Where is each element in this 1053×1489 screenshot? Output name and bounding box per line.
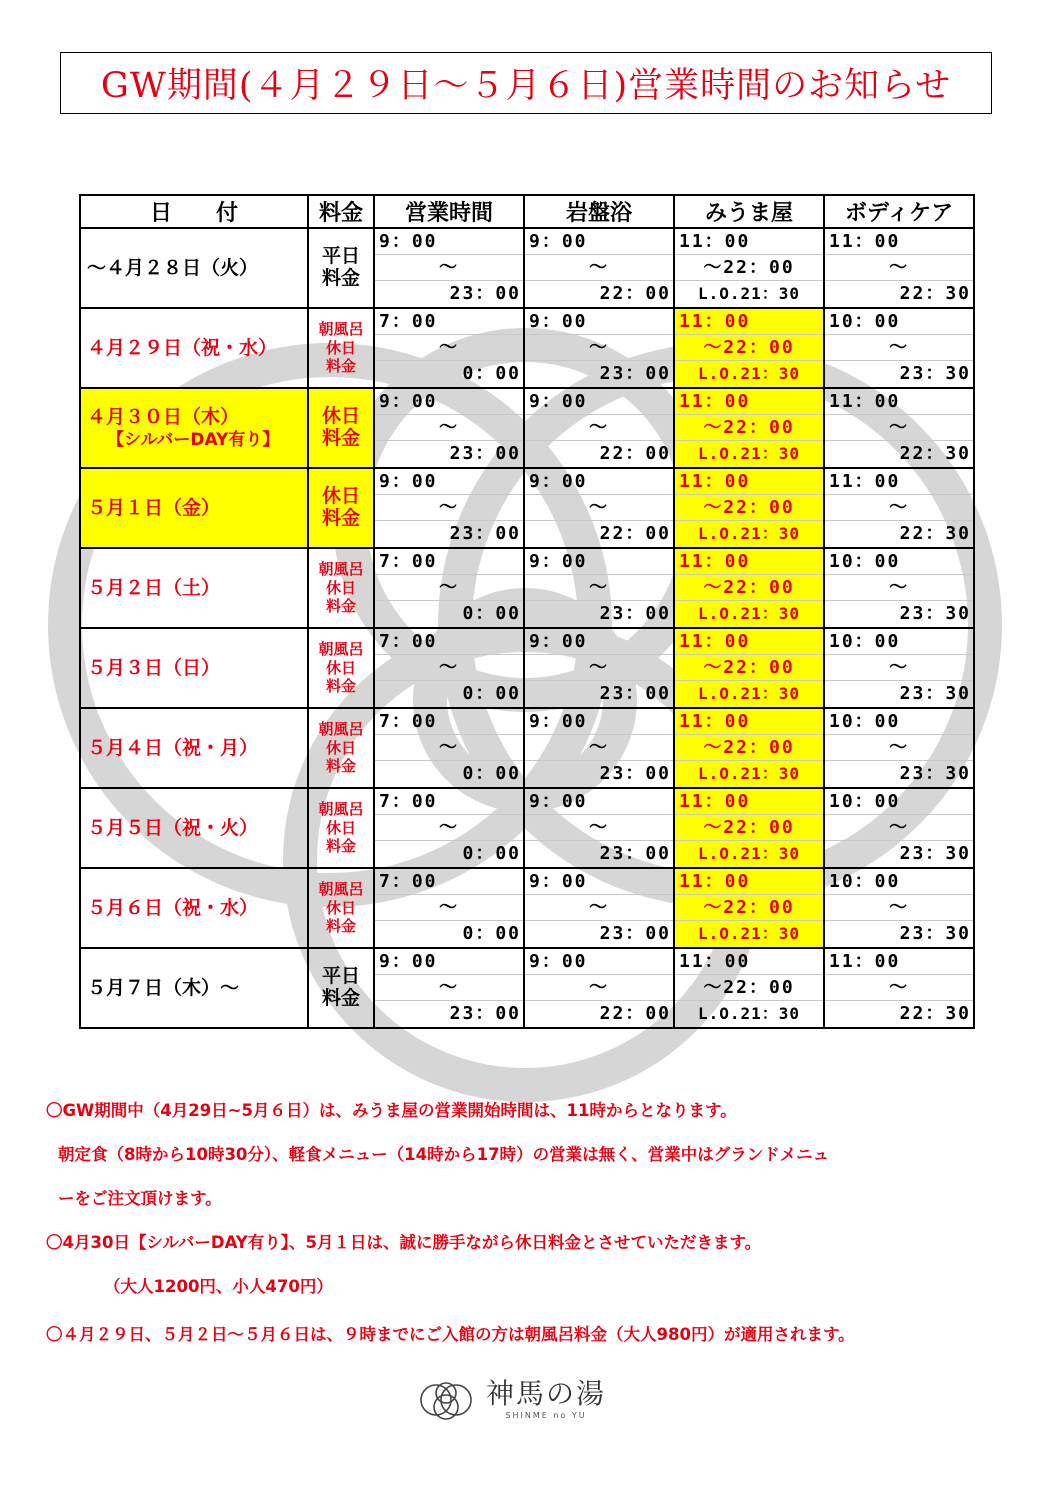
time-line: ～ (525, 575, 673, 601)
table-header-row (80, 195, 974, 228)
row-body (824, 628, 974, 708)
time-line: 23：00 (599, 923, 671, 944)
time-line: 9：00 (375, 469, 523, 495)
time-line: 22：00 (599, 283, 671, 304)
row-body (824, 468, 974, 548)
time-line: L.O.21：30 (697, 684, 801, 703)
time-line: ～ (375, 975, 523, 1001)
row-ganban (524, 708, 674, 788)
date-label: ５月３日（日） (87, 656, 221, 679)
time-line: 10：00 (825, 549, 973, 575)
time-line: 23：00 (599, 683, 671, 704)
fee-label: 料金 (321, 987, 360, 1009)
time-line: ～22：00 (675, 575, 823, 601)
time-line: 23：30 (899, 683, 971, 704)
fee-label: 平日 (321, 245, 360, 268)
time-line: 7：00 (375, 549, 523, 575)
row-ganban (524, 868, 674, 948)
row-miumaya (674, 308, 824, 388)
row-hours (374, 308, 524, 388)
time-line: 9：00 (525, 389, 673, 415)
header-bodycare: ボディケア (824, 195, 974, 228)
time-line: ～ (525, 735, 673, 761)
row-date (80, 308, 308, 388)
time-line: ～ (375, 335, 523, 361)
time-line: ～ (825, 895, 973, 921)
time-line: 9：00 (525, 229, 673, 255)
date-label: ５月２日（土） (87, 576, 221, 599)
time-line: 9：00 (375, 949, 523, 975)
time-line: ～ (375, 575, 523, 601)
time-line: 11：00 (675, 549, 823, 575)
time-line: ～ (525, 895, 673, 921)
fee-label: 料金 (325, 917, 356, 936)
time-line: ～ (525, 415, 673, 441)
time-line: 9：00 (525, 869, 673, 895)
time-line: 11：00 (675, 949, 823, 975)
fee-label: 休日 (325, 578, 356, 597)
fee-label: 休日 (325, 898, 356, 917)
row-fee (308, 868, 374, 948)
row-body (824, 308, 974, 388)
row-ganban (524, 468, 674, 548)
row-date (80, 788, 308, 868)
fee-label: 朝風呂 (318, 799, 364, 818)
fee-label: 休日 (325, 338, 356, 357)
time-line: 7：00 (375, 789, 523, 815)
fee-label: 朝風呂 (318, 879, 364, 898)
row-hours (374, 628, 524, 708)
table-row (80, 628, 974, 708)
time-line: 10：00 (825, 309, 973, 335)
time-line: 10：00 (825, 869, 973, 895)
note-line: ーをご注文頂けます。 (58, 1189, 222, 1208)
header-fee: 料金 (308, 195, 374, 228)
time-line: ～ (375, 655, 523, 681)
row-ganban (524, 788, 674, 868)
logo-emblem-icon (416, 1377, 476, 1423)
fee-label: 朝風呂 (318, 639, 364, 658)
time-line: ～ (525, 335, 673, 361)
logo-subtitle: SHINME no YU (505, 1411, 587, 1420)
note-line: （大人1200円、小人470円） (104, 1277, 333, 1296)
row-body (824, 868, 974, 948)
fee-label: 休日 (321, 485, 360, 508)
fee-label: 平日 (321, 965, 360, 988)
row-hours (374, 708, 524, 788)
row-hours (374, 548, 524, 628)
time-line: 11：00 (675, 709, 823, 735)
table-row (80, 788, 974, 868)
row-fee (308, 388, 374, 468)
time-line: ～ (825, 575, 973, 601)
time-line: 0：00 (462, 843, 521, 864)
time-line: 22：30 (899, 523, 971, 544)
time-line: ～22：00 (675, 895, 823, 921)
note-line: 〇４月２９日、５月２日～５月６日は、９時までにご入館の方は朝風呂料金（大人980円）が適用されます。 (46, 1325, 855, 1344)
row-fee (308, 628, 374, 708)
time-line: 0：00 (462, 923, 521, 944)
row-date (80, 948, 308, 1028)
time-line: 22：30 (899, 1003, 971, 1024)
time-line: 11：00 (825, 389, 973, 415)
time-line: 9：00 (525, 549, 673, 575)
header-ganban: 岩盤浴 (524, 195, 674, 228)
fee-label: 休日 (325, 658, 356, 677)
time-line: L.O.21：30 (697, 444, 801, 463)
time-line: 9：00 (375, 389, 523, 415)
row-body (824, 708, 974, 788)
row-fee (308, 468, 374, 548)
row-hours (374, 468, 524, 548)
time-line: ～22：00 (675, 735, 823, 761)
time-line: 11：00 (825, 949, 973, 975)
time-line: 22：00 (599, 523, 671, 544)
time-line: ～ (525, 495, 673, 521)
time-line: 23：00 (599, 603, 671, 624)
fee-label: 朝風呂 (318, 559, 364, 578)
time-line: ～22：00 (675, 255, 823, 281)
time-line: 11：00 (675, 629, 823, 655)
time-line: 23：30 (899, 603, 971, 624)
time-line: L.O.21：30 (697, 1004, 801, 1023)
time-line: L.O.21：30 (697, 764, 801, 783)
time-line: 23：30 (899, 923, 971, 944)
row-miumaya (674, 548, 824, 628)
time-line: 9：00 (525, 629, 673, 655)
time-line: ～ (375, 415, 523, 441)
time-line: 23：00 (599, 763, 671, 784)
page-title: GW期間(４月２９日～５月６日)営業時間のお知らせ (60, 52, 992, 114)
row-date (80, 708, 308, 788)
row-hours (374, 788, 524, 868)
header-date: 日 付 (80, 195, 308, 228)
fee-label: 料金 (325, 677, 356, 696)
time-line: ～ (375, 895, 523, 921)
row-ganban (524, 308, 674, 388)
time-line: ～22：00 (675, 335, 823, 361)
time-line: ～ (825, 815, 973, 841)
time-line: ～ (375, 255, 523, 281)
row-date (80, 228, 308, 308)
row-miumaya (674, 468, 824, 548)
table-row (80, 548, 974, 628)
fee-label: 休日 (325, 738, 356, 757)
table-row (80, 228, 974, 308)
time-line: 23：00 (599, 843, 671, 864)
row-date (80, 548, 308, 628)
row-ganban (524, 548, 674, 628)
time-line: 11：00 (675, 309, 823, 335)
time-line: ～ (825, 495, 973, 521)
row-date (80, 868, 308, 948)
time-line: 11：00 (675, 469, 823, 495)
fee-label: 料金 (325, 597, 356, 616)
fee-label: 料金 (321, 507, 360, 529)
row-ganban (524, 228, 674, 308)
date-label: ４月２９日（祝・水） (87, 336, 278, 359)
row-miumaya (674, 788, 824, 868)
row-date (80, 388, 308, 468)
time-line: 23：30 (899, 363, 971, 384)
fee-label: 休日 (321, 405, 360, 428)
fee-label: 料金 (321, 267, 360, 289)
time-line: ～ (525, 655, 673, 681)
time-line: 23：30 (899, 843, 971, 864)
time-line: 9：00 (525, 789, 673, 815)
time-line: 10：00 (825, 789, 973, 815)
row-body (824, 548, 974, 628)
note-line: 朝定食（8時から10時30分）、軽食メニュー（14時から17時）の営業は無く、営業中はグランドメニュ (58, 1145, 830, 1164)
fee-label: 朝風呂 (318, 319, 364, 338)
fee-label: 料金 (325, 357, 356, 376)
date-label: ４月３０日（木） (87, 405, 240, 428)
row-ganban (524, 628, 674, 708)
row-ganban (524, 388, 674, 468)
time-line: ～ (375, 815, 523, 841)
row-date (80, 628, 308, 708)
row-fee (308, 948, 374, 1028)
row-miumaya (674, 228, 824, 308)
time-line: 11：00 (825, 469, 973, 495)
row-body (824, 948, 974, 1028)
time-line: ～ (825, 415, 973, 441)
time-line: 23：00 (449, 1003, 521, 1024)
time-line: 9：00 (525, 309, 673, 335)
time-line: 22：00 (599, 1003, 671, 1024)
time-line: 23：00 (599, 363, 671, 384)
time-line: L.O.21：30 (697, 284, 801, 303)
time-line: 11：00 (675, 789, 823, 815)
note-line: 〇4月30日【シルバーDAY有り】、5月１日は、誠に勝手ながら休日料金とさせていただきます。 (46, 1233, 762, 1252)
time-line: L.O.21：30 (697, 844, 801, 863)
row-date (80, 468, 308, 548)
time-line: 22：00 (599, 443, 671, 464)
time-line: 10：00 (825, 709, 973, 735)
row-miumaya (674, 948, 824, 1028)
time-line: 23：30 (899, 763, 971, 784)
time-line: 23：00 (449, 283, 521, 304)
time-line: L.O.21：30 (697, 364, 801, 383)
header-miumaya: みうま屋 (674, 195, 824, 228)
row-fee (308, 228, 374, 308)
row-miumaya (674, 388, 824, 468)
fee-label: 料金 (321, 427, 360, 449)
date-label: ５月４日（祝・月） (87, 736, 259, 759)
row-ganban (524, 948, 674, 1028)
header-hours: 営業時間 (374, 195, 524, 228)
time-line: L.O.21：30 (697, 604, 801, 623)
time-line: 22：30 (899, 283, 971, 304)
table-row (80, 948, 974, 1028)
logo-name: 神馬の湯 (486, 1377, 607, 1410)
time-line: 0：00 (462, 363, 521, 384)
time-line: ～ (825, 255, 973, 281)
time-line: ～ (375, 495, 523, 521)
time-line: ～ (525, 975, 673, 1001)
time-line: ～ (825, 735, 973, 761)
table-row (80, 388, 974, 468)
time-line: 0：00 (462, 763, 521, 784)
time-line: ～22：00 (675, 495, 823, 521)
time-line: 11：00 (675, 869, 823, 895)
time-line: 0：00 (462, 603, 521, 624)
time-line: 11：00 (675, 229, 823, 255)
time-line: ～ (525, 815, 673, 841)
fee-label: 休日 (325, 818, 356, 837)
time-line: 9：00 (525, 469, 673, 495)
schedule-table (79, 194, 975, 1029)
time-line: 7：00 (375, 309, 523, 335)
time-line: L.O.21：30 (697, 924, 801, 943)
time-line: ～22：00 (675, 415, 823, 441)
note-line: 〇GW期間中（4月29日~5月６日）は、みうま屋の営業開始時間は、11時からとなります。 (46, 1101, 737, 1120)
time-line: 22：30 (899, 443, 971, 464)
time-line: 9：00 (375, 229, 523, 255)
time-line: 11：00 (675, 389, 823, 415)
date-label: ５月６日（祝・水） (87, 896, 259, 919)
time-line: 7：00 (375, 869, 523, 895)
fee-label: 朝風呂 (318, 719, 364, 738)
row-hours (374, 948, 524, 1028)
date-label: ５月５日（祝・火） (87, 816, 259, 839)
time-line: 7：00 (375, 629, 523, 655)
table-row (80, 708, 974, 788)
table-row (80, 468, 974, 548)
date-label: ５月１日（金） (87, 496, 221, 519)
time-line: 7：00 (375, 709, 523, 735)
logo (416, 1377, 606, 1423)
row-hours (374, 228, 524, 308)
time-line: 9：00 (525, 949, 673, 975)
time-line: ～22：00 (675, 655, 823, 681)
row-hours (374, 868, 524, 948)
row-fee (308, 708, 374, 788)
time-line: ～ (375, 735, 523, 761)
row-body (824, 228, 974, 308)
date-label: ５月７日（木）～ (87, 976, 240, 999)
time-line: 0：00 (462, 683, 521, 704)
time-line: L.O.21：30 (697, 524, 801, 543)
time-line: ～ (825, 335, 973, 361)
time-line: 9：00 (525, 709, 673, 735)
row-miumaya (674, 708, 824, 788)
table-row (80, 868, 974, 948)
time-line: 23：00 (449, 443, 521, 464)
row-fee (308, 788, 374, 868)
time-line: ～ (525, 255, 673, 281)
row-fee (308, 548, 374, 628)
time-line: 11：00 (825, 229, 973, 255)
table-row (80, 308, 974, 388)
row-body (824, 388, 974, 468)
row-miumaya (674, 628, 824, 708)
row-fee (308, 308, 374, 388)
time-line: ～22：00 (675, 975, 823, 1001)
date-sublabel: 【シルバーDAY有り】 (107, 430, 280, 451)
fee-label: 料金 (325, 837, 356, 856)
time-line: 23：00 (449, 523, 521, 544)
row-miumaya (674, 868, 824, 948)
fee-label: 料金 (325, 757, 356, 776)
row-body (824, 788, 974, 868)
time-line: 10：00 (825, 629, 973, 655)
row-hours (374, 388, 524, 468)
time-line: ～ (825, 655, 973, 681)
time-line: ～22：00 (675, 815, 823, 841)
date-label: ～４月２８日（火） (87, 256, 259, 279)
time-line: ～ (825, 975, 973, 1001)
